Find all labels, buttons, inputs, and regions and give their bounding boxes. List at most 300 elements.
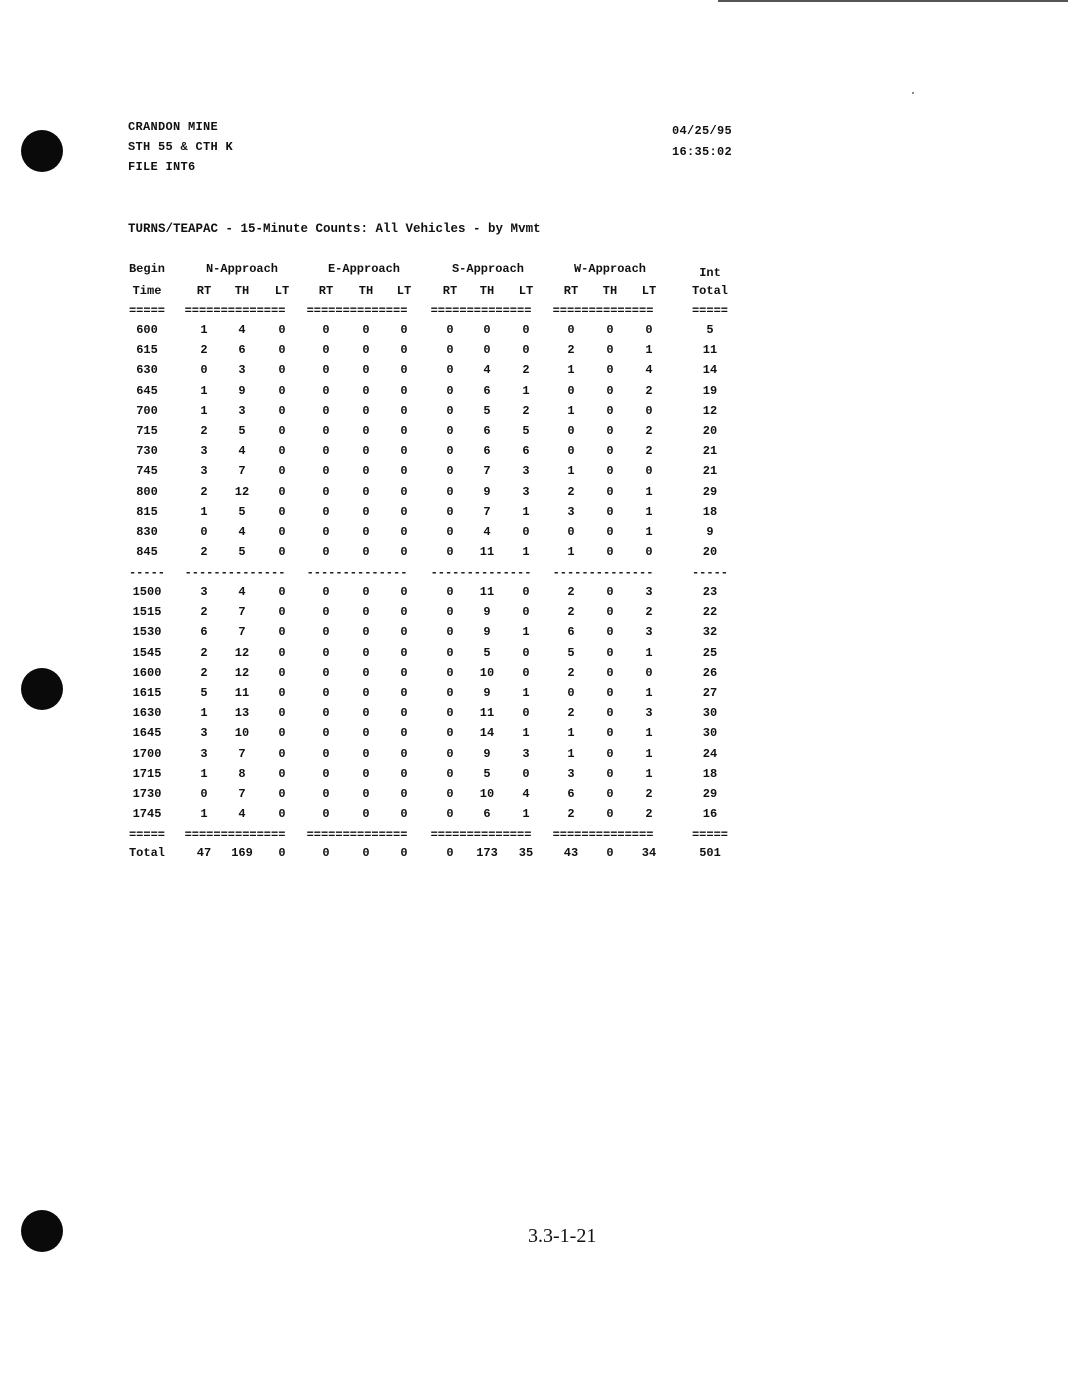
cell: 0 [362,323,370,337]
cell: 0 [400,665,408,680]
cell: 0 [446,444,454,459]
table-row [0,525,1068,545]
cell: 0 [606,363,614,378]
cell: 0 [606,686,614,700]
cell: 0 [278,726,286,741]
cell: 0 [322,787,330,801]
rule-e: ============== [306,828,408,842]
cell: 43 [563,846,579,860]
cell: 22 [702,605,718,620]
cell: 9 [706,525,714,539]
column-header-row [0,284,1068,304]
cell: 0 [362,585,370,599]
file-name: FILE INT6 [128,160,196,174]
rule-s: -------------- [430,566,532,580]
cell: LT [518,284,534,298]
cell: 32 [702,625,718,640]
cell: 1 [567,746,575,761]
cell: 2 [200,665,208,680]
cell: 1500 [132,585,162,599]
cell: 0 [446,686,454,700]
cell: 0 [606,605,614,620]
cell: 0 [362,726,370,741]
cell: 0 [322,665,330,680]
rule-total: ===== [691,828,728,842]
cell: 0 [567,525,575,539]
cell: 0 [322,807,330,822]
cell: 5 [567,645,575,660]
page-number: 3.3-1-21 [528,1225,597,1247]
single-rule-mid [0,566,1068,586]
cell: 6 [200,625,208,640]
cell: 1545 [132,645,162,660]
group-e-approach: E-Approach [327,262,400,276]
cell: 0 [400,846,408,860]
cell: 19 [702,383,718,398]
cell: 2 [200,424,208,438]
cell: 0 [362,807,370,822]
cell: 1 [200,403,208,418]
cell: 12 [234,645,250,660]
group-header-row [0,262,1068,282]
cell: 0 [400,766,408,781]
cell: 21 [702,464,718,479]
cell: 0 [645,403,653,418]
cell: 0 [278,343,286,358]
cell: 8 [238,766,246,781]
cell: 0 [400,585,408,599]
cell: 9 [483,686,491,700]
cell: 0 [645,665,653,680]
cell: 0 [400,787,408,801]
cell: 0 [446,665,454,680]
cell: 21 [702,444,718,459]
cell: 645 [136,383,158,398]
cell: 7 [238,625,246,640]
cell: 2 [200,484,208,499]
cell: 0 [322,766,330,781]
cell: 18 [702,504,718,519]
cell: 0 [606,403,614,418]
cell: 4 [238,525,246,539]
cell: 0 [400,444,408,459]
cell: 2 [645,605,653,620]
rule-s: ============== [430,828,532,842]
cell: 1 [200,504,208,519]
cell: 29 [702,787,718,801]
cell: 0 [522,665,530,680]
cell: 2 [567,343,575,358]
cell: 0 [606,424,614,438]
rule-n: ============== [184,828,286,842]
cell: 1 [645,525,653,539]
cell: 1730 [132,787,162,801]
scan-speck [912,92,914,94]
total-row [0,846,1068,866]
top-edge-line [718,0,1068,2]
table-row [0,625,1068,645]
rule-w: -------------- [552,566,654,580]
cell: 0 [606,665,614,680]
cell: 2 [645,444,653,459]
cell: 0 [200,363,208,378]
cell: 0 [322,444,330,459]
cell: 13 [234,706,250,721]
cell: 23 [702,585,718,599]
table-row [0,384,1068,404]
table-row [0,646,1068,666]
cell: 745 [136,464,158,479]
cell: 800 [136,484,158,499]
cell: 0 [606,343,614,358]
rule-n: ============== [184,304,286,318]
cell: 0 [446,525,454,539]
cell: 0 [606,484,614,499]
cell: 0 [567,424,575,438]
cell: 12 [234,484,250,499]
cell: 0 [446,746,454,761]
cell: LT [274,284,290,298]
cell: 35 [518,846,534,860]
cell: 0 [362,706,370,721]
cell: 0 [278,525,286,539]
cell: 0 [362,545,370,560]
cell: 1 [200,323,208,337]
cell: 0 [446,726,454,741]
cell: Total [691,284,728,298]
cell: 2 [200,343,208,358]
double-rule-bottom [0,828,1068,848]
cell: 1700 [132,746,162,761]
cell: 0 [400,625,408,640]
cell: 0 [400,605,408,620]
cell: 0 [446,605,454,620]
table-row [0,686,1068,706]
cell: 845 [136,545,158,560]
cell: 0 [362,665,370,680]
cell: 4 [483,525,491,539]
cell: 1 [522,686,530,700]
cell: 3 [522,746,530,761]
cell: 0 [645,545,653,560]
cell: 10 [479,665,495,680]
cell: 0 [400,323,408,337]
cell: 0 [606,504,614,519]
cell: Time [132,284,162,298]
cell: 0 [400,363,408,378]
cell: 0 [400,525,408,539]
cell: 9 [483,746,491,761]
cell: 0 [606,545,614,560]
cell: 1645 [132,726,162,741]
rule-w: ============== [552,828,654,842]
cell: 0 [322,525,330,539]
rule-s: ============== [430,304,532,318]
cell: 3 [238,363,246,378]
table-row [0,767,1068,787]
cell: 5 [238,504,246,519]
cell: 5 [483,645,491,660]
cell: 0 [278,403,286,418]
cell: 3 [522,484,530,499]
cell: 0 [322,746,330,761]
cell: 1 [522,383,530,398]
table-row [0,726,1068,746]
cell: 5 [706,323,714,337]
cell: 4 [238,585,246,599]
cell: 0 [400,545,408,560]
cell: 1 [522,807,530,822]
cell: 3 [200,444,208,459]
cell: 0 [567,383,575,398]
cell: 6 [567,625,575,640]
cell: 0 [322,846,330,860]
cell: 0 [567,444,575,459]
cell: 0 [362,645,370,660]
table-row [0,485,1068,505]
cell: 715 [136,424,158,438]
cell: 501 [699,846,721,860]
cell: 0 [322,545,330,560]
cell: TH [602,284,618,298]
cell: 0 [400,746,408,761]
group-n-approach: N-Approach [205,262,278,276]
cell: LT [641,284,657,298]
cell: 0 [446,383,454,398]
cell: 0 [446,625,454,640]
cell: 0 [322,686,330,700]
cell: 25 [702,645,718,660]
cell: 0 [446,464,454,479]
cell: 1745 [132,807,162,822]
cell: 5 [238,545,246,560]
cell: RT [318,284,334,298]
cell: 6 [483,807,491,822]
cell: RT [442,284,458,298]
cell: 0 [446,545,454,560]
cell: 0 [400,504,408,519]
cell: 0 [400,706,408,721]
cell: 0 [362,525,370,539]
cell: 0 [278,766,286,781]
rule-e: -------------- [306,566,408,580]
cell: 0 [278,323,286,337]
table-row [0,363,1068,383]
rule-time: ===== [128,828,165,842]
cell: 1 [200,766,208,781]
cell: 0 [362,424,370,438]
cell: 11 [479,706,495,721]
cell: 0 [278,746,286,761]
cell: 0 [522,766,530,781]
cell: 0 [362,343,370,358]
cell: 2 [567,807,575,822]
cell: 0 [362,403,370,418]
cell: 0 [522,605,530,620]
cell: Total [128,846,165,860]
cell: 1 [645,504,653,519]
binder-hole-bottom [21,1210,63,1252]
cell: 2 [522,403,530,418]
cell: 0 [446,706,454,721]
cell: 9 [238,383,246,398]
cell: 0 [606,323,614,337]
cell: 10 [479,787,495,801]
cell: 0 [522,323,530,337]
cell: 0 [322,605,330,620]
cell: 1 [645,686,653,700]
cell: 7 [238,464,246,479]
table-row [0,706,1068,726]
cell: 0 [362,766,370,781]
cell: 0 [278,846,286,860]
cell: 2 [522,363,530,378]
cell: 0 [446,585,454,599]
cell: 1 [567,545,575,560]
cell: 0 [400,484,408,499]
table-row [0,545,1068,565]
cell: 3 [645,585,653,599]
cell: 0 [278,545,286,560]
cell: 0 [278,807,286,822]
cell: 1 [645,766,653,781]
cell: 0 [362,444,370,459]
cell: 26 [702,665,718,680]
cell: 0 [322,424,330,438]
cell: 3 [238,403,246,418]
table-row [0,323,1068,343]
cell: 0 [278,444,286,459]
cell: 0 [278,424,286,438]
cell: 11 [234,686,250,700]
cell: 0 [446,323,454,337]
cell: 0 [278,504,286,519]
int-label: Int [699,266,721,280]
cell: 0 [606,766,614,781]
cell: 5 [483,403,491,418]
cell: 0 [278,464,286,479]
cell: 6 [238,343,246,358]
cell: 0 [322,323,330,337]
cell: 1 [645,484,653,499]
cell: 47 [196,846,212,860]
cell: 0 [522,645,530,660]
cell: 0 [200,525,208,539]
cell: 12 [234,665,250,680]
cell: 7 [238,787,246,801]
cell: 5 [483,766,491,781]
table-row [0,343,1068,363]
table-row [0,787,1068,807]
cell: 2 [645,424,653,438]
cell: 600 [136,323,158,337]
cell: 815 [136,504,158,519]
cell: 0 [278,363,286,378]
cell: 1 [522,726,530,741]
cell: 14 [479,726,495,741]
cell: 0 [400,343,408,358]
cell: 730 [136,444,158,459]
cell: 4 [645,363,653,378]
cell: 29 [702,484,718,499]
cell: 0 [606,787,614,801]
cell: 0 [400,383,408,398]
cell: 0 [362,383,370,398]
cell: 0 [522,525,530,539]
cell: 0 [322,504,330,519]
cell: 2 [200,605,208,620]
cell: 700 [136,403,158,418]
report-time: 16:35:02 [672,145,733,159]
cell: 6 [522,444,530,459]
cell: 0 [446,645,454,660]
cell: 0 [362,787,370,801]
cell: 0 [322,403,330,418]
cell: 7 [238,605,246,620]
cell: 1530 [132,625,162,640]
cell: 2 [567,585,575,599]
cell: 0 [645,323,653,337]
cell: 20 [702,545,718,560]
cell: 6 [483,424,491,438]
binder-hole-top [21,130,63,172]
double-rule-top [0,304,1068,324]
cell: 0 [278,605,286,620]
cell: 5 [238,424,246,438]
cell: 0 [483,323,491,337]
cell: TH [358,284,374,298]
cell: 2 [567,706,575,721]
project-name: CRANDON MINE [128,120,219,134]
cell: 0 [322,726,330,741]
cell: 4 [522,787,530,801]
cell: 0 [362,504,370,519]
cell: 630 [136,363,158,378]
cell: 0 [446,504,454,519]
cell: 0 [400,726,408,741]
cell: 0 [400,403,408,418]
rule-w: ============== [552,304,654,318]
cell: 0 [278,787,286,801]
cell: 1 [200,807,208,822]
cell: 6 [567,787,575,801]
cell: RT [563,284,579,298]
cell: 169 [231,846,253,860]
table-row [0,404,1068,424]
cell: 0 [362,625,370,640]
cell: 2 [567,605,575,620]
cell: 20 [702,424,718,438]
cell: 3 [522,464,530,479]
cell: 1 [645,746,653,761]
cell: 0 [446,363,454,378]
cell: 0 [606,585,614,599]
cell: 3 [200,464,208,479]
cell: 0 [278,706,286,721]
cell: 0 [362,686,370,700]
cell: 27 [702,686,718,700]
cell: 3 [200,746,208,761]
cell: 1 [522,504,530,519]
cell: 11 [702,343,718,358]
cell: 830 [136,525,158,539]
rule-total: ===== [691,304,728,318]
cell: 0 [483,343,491,358]
cell: 615 [136,343,158,358]
cell: 1630 [132,706,162,721]
cell: 0 [322,585,330,599]
cell: 1 [645,726,653,741]
